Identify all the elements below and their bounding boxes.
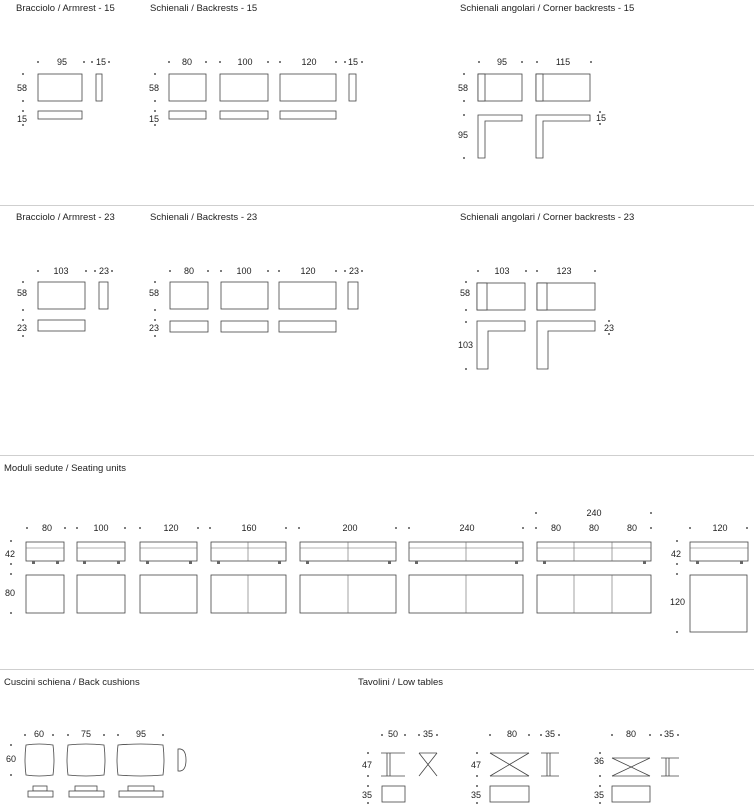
- dimension-label: 120: [670, 597, 686, 607]
- dimension-label: 58: [149, 288, 160, 298]
- dimension-label: 15: [347, 57, 359, 67]
- backrest-23-drawing: [149, 266, 363, 337]
- dimension-label: 80: [181, 57, 193, 67]
- section-title-cushions: Cuscini schiena / Back cushions: [4, 677, 140, 688]
- dimension-label: 120: [163, 523, 179, 533]
- dimension-label: 23: [348, 266, 360, 276]
- dimension-label: 80: [626, 523, 638, 533]
- dimension-label: 95: [135, 729, 147, 739]
- dimension-label: 100: [237, 57, 253, 67]
- dimension-label: 58: [458, 83, 469, 93]
- section-title-corner-23: Schienali angolari / Corner backrests - 23: [460, 212, 635, 223]
- section-title-corner-15: Schienali angolari / Corner backrests - 15: [460, 3, 635, 14]
- dimension-label: 35: [663, 729, 675, 739]
- dimension-label: 50: [387, 729, 399, 739]
- dim-label: 15: [17, 114, 28, 124]
- dimension-label: 36: [594, 756, 605, 766]
- dimension-label: 80: [625, 729, 637, 739]
- dimension-label: 80: [506, 729, 518, 739]
- dimension-label: 58: [17, 288, 28, 298]
- dim-label: 58: [17, 83, 28, 93]
- corner-23-drawing: [458, 266, 614, 370]
- dimension-label: 80: [183, 266, 195, 276]
- dimension-label: 35: [544, 729, 556, 739]
- dimension-label: 95: [496, 57, 508, 67]
- corner-15-drawing: [458, 57, 606, 159]
- dimension-label: 100: [93, 523, 109, 533]
- armrest-side-view: [96, 74, 102, 101]
- dimension-label: 103: [458, 340, 474, 350]
- dimension-label: 42: [5, 549, 16, 559]
- dimension-label: 115: [555, 57, 571, 67]
- armrest-15-drawing: [17, 57, 110, 126]
- dimension-label: 15: [149, 114, 160, 124]
- dimension-label: 95: [458, 130, 469, 140]
- section-title-backrest-23: Schienali / Backrests - 23: [150, 212, 258, 223]
- dimension-label: 80: [5, 588, 16, 598]
- back-cushions-drawing: [6, 729, 186, 797]
- dimension-label: 58: [149, 83, 160, 93]
- dimension-label: 35: [471, 790, 482, 800]
- dimension-label: 60: [6, 754, 17, 764]
- armrest-plan-view: [38, 111, 82, 119]
- dimension-label: 100: [236, 266, 252, 276]
- dimension-label: 103: [53, 266, 69, 276]
- dimension-label: 120: [301, 57, 317, 67]
- dimension-label: 120: [712, 523, 728, 533]
- section-title-armrest-15: Bracciolo / Armrest - 15: [16, 3, 115, 14]
- dimension-label: 120: [300, 266, 316, 276]
- armrest-23-drawing: [17, 266, 113, 337]
- dimension-label: 240: [586, 508, 602, 518]
- backrest-15-drawing: [149, 57, 363, 126]
- dimension-label: 35: [362, 790, 373, 800]
- dimension-label: 23: [98, 266, 110, 276]
- dimension-label: 200: [342, 523, 358, 533]
- dimension-label: 42: [671, 549, 682, 559]
- dimension-label: 123: [556, 266, 572, 276]
- low-tables-drawing: [362, 729, 679, 804]
- section-title-backrest-15: Schienali / Backrests - 15: [150, 3, 258, 14]
- dimension-label: 58: [460, 288, 471, 298]
- dim-label: 95: [56, 57, 68, 67]
- armrest-front-view: [38, 74, 82, 101]
- dimension-label: 240: [459, 523, 475, 533]
- dimension-label: 80: [41, 523, 53, 533]
- section-title-armrest-23: Bracciolo / Armrest - 23: [16, 212, 115, 223]
- dimension-label: 23: [149, 323, 160, 333]
- dimension-label: 23: [17, 323, 28, 333]
- dimension-label: 47: [362, 760, 373, 770]
- dimension-label: 23: [604, 323, 615, 333]
- dimension-label: 15: [596, 113, 607, 123]
- dimension-label: 75: [80, 729, 92, 739]
- dim-label: 15: [95, 57, 107, 67]
- dimension-label: 35: [594, 790, 605, 800]
- dimension-label: 80: [550, 523, 562, 533]
- dimension-label: 47: [471, 760, 482, 770]
- dimension-label: 80: [588, 523, 600, 533]
- dimension-label: 35: [422, 729, 434, 739]
- dimension-label: 103: [494, 266, 510, 276]
- seating-units-drawing: [5, 508, 748, 633]
- section-title-tables: Tavolini / Low tables: [358, 677, 444, 688]
- dimension-label: 60: [33, 729, 45, 739]
- dimension-label: 160: [241, 523, 257, 533]
- section-title-seating: Moduli sedute / Seating units: [4, 463, 126, 474]
